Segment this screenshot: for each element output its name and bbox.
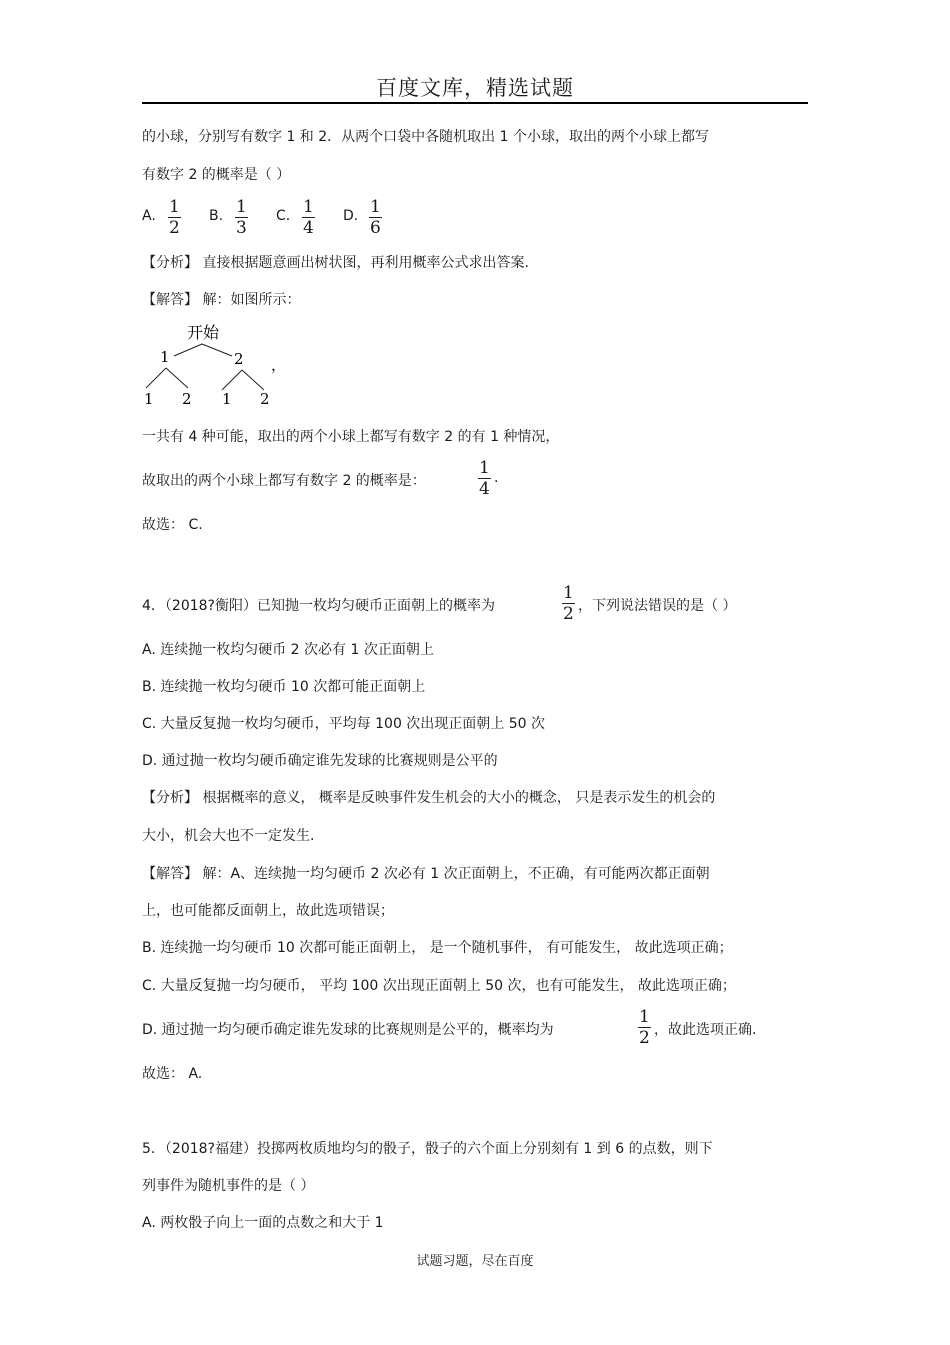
q4-stem-tail: ，下列说法错误的是（ ） (578, 598, 737, 614)
q4-solution-fraction (638, 1008, 651, 1047)
fraction-denominator: 4 (303, 218, 314, 238)
tree-trailing-comma: ， (271, 356, 287, 374)
q3-option-b-fraction (235, 198, 248, 237)
q4-analysis-line1: 【分析】 根据概率的意义， 概率是反映事件发生机会的大小的概念， 只是表示发生的机会的 (142, 790, 716, 806)
q4-solution-line3: B. 连续抛一均匀硬币 10 次都可能正面朝上， 是一个随机事件， 有可能发生， 故此选项正确； (142, 940, 733, 956)
q3-option-d-letter: D. (343, 208, 359, 224)
q4-stem-fraction (562, 584, 575, 623)
tree-leaf: 1 (144, 390, 154, 408)
fraction-denominator: 4 (479, 479, 490, 499)
q3-analysis: 【分析】 直接根据题意画出树状图，再利用概率公式求出答案. (142, 255, 529, 271)
tree-branch (166, 368, 188, 388)
q4-option-c: C. 大量反复抛一枚均匀硬币，平均每 100 次出现正面朝上 50 次 (142, 716, 546, 732)
q3-option-c-letter: C. (276, 208, 291, 224)
q4-option-d: D. 通过抛一枚均匀硬币确定谁先发球的比赛规则是公平的 (142, 753, 498, 769)
q3-option-c-fraction (302, 198, 315, 237)
fraction-denominator: 2 (639, 1028, 650, 1048)
tree-branch (242, 370, 264, 390)
tree-node-2: 2 (234, 350, 244, 368)
q4-solution-tail: ，故此选项正确. (654, 1022, 757, 1038)
q4-answer: 故选： A. (142, 1066, 203, 1082)
q4-solution-line1: 【解答】 解：A、连续抛一均匀硬币 2 次必有 1 次正面朝上，不正确，有可能两次都正面朝 (142, 866, 710, 882)
probability-tree-diagram (140, 318, 290, 410)
q3-count-line: 一共有 4 种可能，取出的两个小球上都写有数字 2 的有 1 种情况， (142, 429, 560, 445)
q3-solution: 【解答】 解：如图所示： (142, 292, 301, 308)
q4-analysis-line2: 大小，机会大也不一定发生. (142, 828, 315, 844)
q5-option-a: A. 两枚骰子向上一面的点数之和大于 1 (142, 1215, 384, 1231)
q3-prob-line: 故取出的两个小球上都写有数字 2 的概率是： (142, 473, 426, 489)
tree-branch (174, 344, 202, 356)
q5-line2: 列事件为随机事件的是（ ） (142, 1178, 315, 1194)
q3-prob-fraction (478, 459, 491, 498)
tree-leaf: 2 (182, 390, 192, 408)
q3-answer: 故选： C. (142, 517, 203, 533)
q4-solution-line4: C. 大量反复抛一均匀硬币， 平均 100 次出现正面朝上 50 次，也有可能发生， 故此选项正确； (142, 978, 736, 994)
q3-option-b-letter: B. (209, 208, 224, 224)
tree-leaf: 2 (260, 390, 270, 408)
q4-option-b: B. 连续抛一枚均匀硬币 10 次都可能正面朝上 (142, 679, 426, 695)
fraction-denominator: 3 (236, 218, 247, 238)
fraction-numerator: 1 (563, 583, 574, 603)
q3-line2: 有数字 2 的概率是（ ） (142, 167, 291, 183)
q3-line1: 的小球，分别写有数字 1 和 2．从两个口袋中各随机取出 1 个小球，取出的两个小球上都写 (142, 129, 709, 145)
q4-solution-line5: D. 通过抛一均匀硬币确定谁先发球的比赛规则是公平的，概率均为 (142, 1022, 554, 1038)
q3-option-a-fraction (168, 198, 181, 237)
q4-stem: 4．（2018?衡阳）已知抛一枚均匀硬币正面朝上的概率为 (142, 598, 495, 614)
tree-leaf: 1 (222, 390, 232, 408)
fraction-denominator: 2 (169, 218, 180, 238)
page-title: 百度文库，精选试题 (376, 76, 574, 100)
fraction-numerator: 1 (639, 1007, 650, 1027)
fraction-numerator: 1 (169, 197, 180, 217)
fraction-denominator: 2 (563, 604, 574, 624)
q5-line1: 5．（2018?福建）投掷两枚质地均匀的骰子，骰子的六个面上分别刻有 1 到 6 的点数，则下 (142, 1141, 713, 1157)
header-rule (142, 102, 808, 104)
q4-solution-line2: 上，也可能都反面朝上，故此选项错误； (142, 903, 394, 919)
page-footer: 试题习题，尽在百度 (416, 1254, 534, 1269)
tree-branch (222, 370, 242, 390)
fraction-numerator: 1 (303, 197, 314, 217)
tree-branch (202, 344, 232, 356)
fraction-numerator: 1 (479, 458, 490, 478)
tree-root-label: 开始 (187, 323, 220, 342)
q3-option-d-fraction (369, 198, 382, 237)
fraction-numerator: 1 (370, 197, 381, 217)
tree-branch (146, 368, 166, 388)
q3-prob-tail: . (494, 470, 499, 486)
fraction-denominator: 6 (370, 218, 381, 238)
tree-node-1: 1 (160, 348, 170, 366)
fraction-numerator: 1 (236, 197, 247, 217)
q4-option-a: A. 连续抛一枚均匀硬币 2 次必有 1 次正面朝上 (142, 642, 434, 658)
q3-option-a-letter: A. (142, 208, 156, 224)
